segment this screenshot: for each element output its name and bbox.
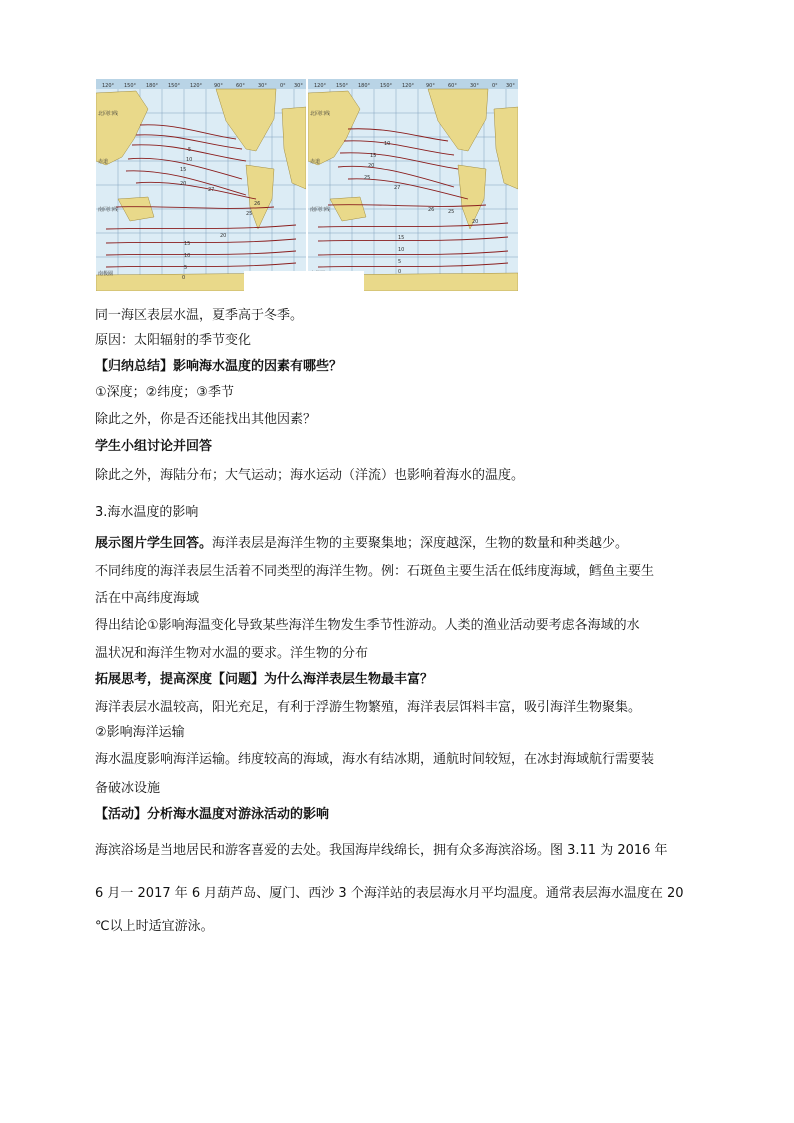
text-line-20: 海滨浴场是当地居民和游客喜爱的去处。我国海岸线绵长，拥有众多海滨浴场。图 3.11 为 2016 年 [95, 843, 668, 858]
svg-text:10: 10 [398, 247, 405, 253]
svg-text:26: 26 [254, 201, 261, 207]
svg-text:150°: 150° [336, 83, 349, 89]
svg-text:20: 20 [472, 219, 479, 225]
text-line-7: 除此之外，海陆分布；大气运动；海水运动（洋流）也影响着海水的温度。 [95, 468, 525, 483]
svg-text:赤道: 赤道 [310, 159, 321, 165]
text-line-17: 海水温度影响海洋运输。纬度较高的海域，海水有结冰期，通航时间较短，在冰封海域航行需要装 [95, 752, 655, 767]
heading-extension: 拓展思考，提高深度【问题】为什么海洋表层生物最丰富？ [95, 672, 434, 687]
svg-text:20: 20 [180, 181, 187, 187]
svg-text:20: 20 [368, 163, 375, 169]
svg-text:南回归线: 南回归线 [98, 207, 119, 213]
svg-text:26: 26 [428, 207, 435, 213]
svg-text:90°: 90° [214, 83, 223, 89]
svg-text:150°: 150° [124, 83, 137, 89]
svg-text:27: 27 [208, 187, 215, 193]
svg-text:北回归线: 北回归线 [98, 111, 119, 117]
heading-summary: 【归纳总结】影响海水温度的因素有哪些？ [95, 359, 343, 374]
ocean-temperature-figure [96, 79, 516, 291]
text-line-2: 原因：太阳辐射的季节变化 [95, 333, 252, 348]
svg-text:90°: 90° [426, 83, 435, 89]
svg-text:15: 15 [180, 167, 187, 173]
text-line-16: ②影响海洋运输 [95, 725, 185, 740]
svg-text:30°: 30° [258, 83, 267, 89]
svg-text:15: 15 [184, 241, 191, 247]
text-line-11: 活在中高纬度海域 [95, 591, 200, 606]
text-line-12: 得出结论①影响海温变化导致某些海洋生物发生季节性游动。人类的渔业活动要考虑各海域的水 [95, 618, 640, 633]
svg-text:北回归线: 北回归线 [310, 111, 331, 117]
svg-text:南极圈: 南极圈 [98, 271, 114, 277]
heading-group-discussion: 学生小组讨论并回答 [95, 439, 213, 454]
figure-mask [244, 271, 364, 291]
svg-text:南回归线: 南回归线 [310, 207, 331, 213]
text-line-13: 温状况和海洋生物对水温的要求。洋生物的分布 [95, 646, 369, 661]
svg-text:5: 5 [184, 265, 188, 271]
svg-text:10: 10 [384, 141, 391, 147]
svg-text:0°: 0° [492, 83, 498, 89]
text-line-9-body: 海洋表层是海洋生物的主要聚集地；深度越深，生物的数量和种类越少。 [212, 536, 629, 551]
text-line-1: 同一海区表层水温，夏季高于冬季。 [95, 308, 304, 323]
svg-text:5: 5 [398, 259, 402, 265]
svg-text:120°: 120° [314, 83, 327, 89]
svg-text:60°: 60° [236, 83, 245, 89]
svg-text:120°: 120° [190, 83, 203, 89]
svg-text:150°: 150° [168, 83, 181, 89]
svg-text:25: 25 [364, 175, 371, 181]
svg-text:25: 25 [246, 211, 253, 217]
text-line-5: 除此之外，你是否还能找出其他因素？ [95, 412, 317, 427]
svg-text:20: 20 [220, 233, 227, 239]
svg-text:150°: 150° [380, 83, 393, 89]
svg-text:180°: 180° [146, 83, 159, 89]
svg-text:0: 0 [398, 269, 402, 275]
sst-map-right [308, 79, 518, 291]
section-heading-3: 3.海水温度的影响 [95, 505, 199, 520]
text-line-10: 不同纬度的海洋表层生活着不同类型的海洋生物。例：石斑鱼主要生活在低纬度海域，鳕鱼主要生 [95, 564, 655, 579]
text-line-9-lead: 展示图片学生回答。 [95, 536, 213, 551]
svg-text:27: 27 [394, 185, 401, 191]
svg-text:10: 10 [186, 157, 193, 163]
svg-text:120°: 120° [402, 83, 415, 89]
svg-text:180°: 180° [358, 83, 371, 89]
svg-text:30°: 30° [470, 83, 479, 89]
text-line-18: 备破冰设施 [95, 781, 161, 796]
sst-map-left-svg [96, 79, 306, 291]
svg-text:25: 25 [448, 209, 455, 215]
text-line-15: 海洋表层水温较高，阳光充足，有利于浮游生物繁殖，海洋表层饵料丰富，吸引海洋生物聚集。 [95, 700, 642, 715]
svg-text:0°: 0° [280, 83, 286, 89]
svg-text:30°: 30° [294, 83, 303, 89]
svg-text:15: 15 [370, 153, 377, 159]
text-line-22: ℃以上时适宜游泳。 [95, 919, 214, 934]
svg-text:120°: 120° [102, 83, 115, 89]
svg-text:60°: 60° [448, 83, 457, 89]
text-line-4: ①深度；②纬度；③季节 [95, 385, 234, 400]
svg-text:0: 0 [182, 275, 186, 281]
sst-map-left [96, 79, 306, 291]
svg-text:30°: 30° [506, 83, 515, 89]
svg-text:5: 5 [188, 147, 192, 153]
heading-activity: 【活动】分析海水温度对游泳活动的影响 [95, 807, 330, 822]
sst-map-right-svg [308, 79, 518, 291]
svg-text:赤道: 赤道 [98, 159, 109, 165]
svg-text:10: 10 [184, 253, 191, 259]
svg-text:15: 15 [398, 235, 405, 241]
text-line-9 [95, 535, 628, 552]
text-line-21: 6 月一 2017 年 6 月葫芦岛、厦门、西沙 3 个海洋站的表层海水月平均温度。通常表层海水温度在 20 [95, 886, 684, 901]
